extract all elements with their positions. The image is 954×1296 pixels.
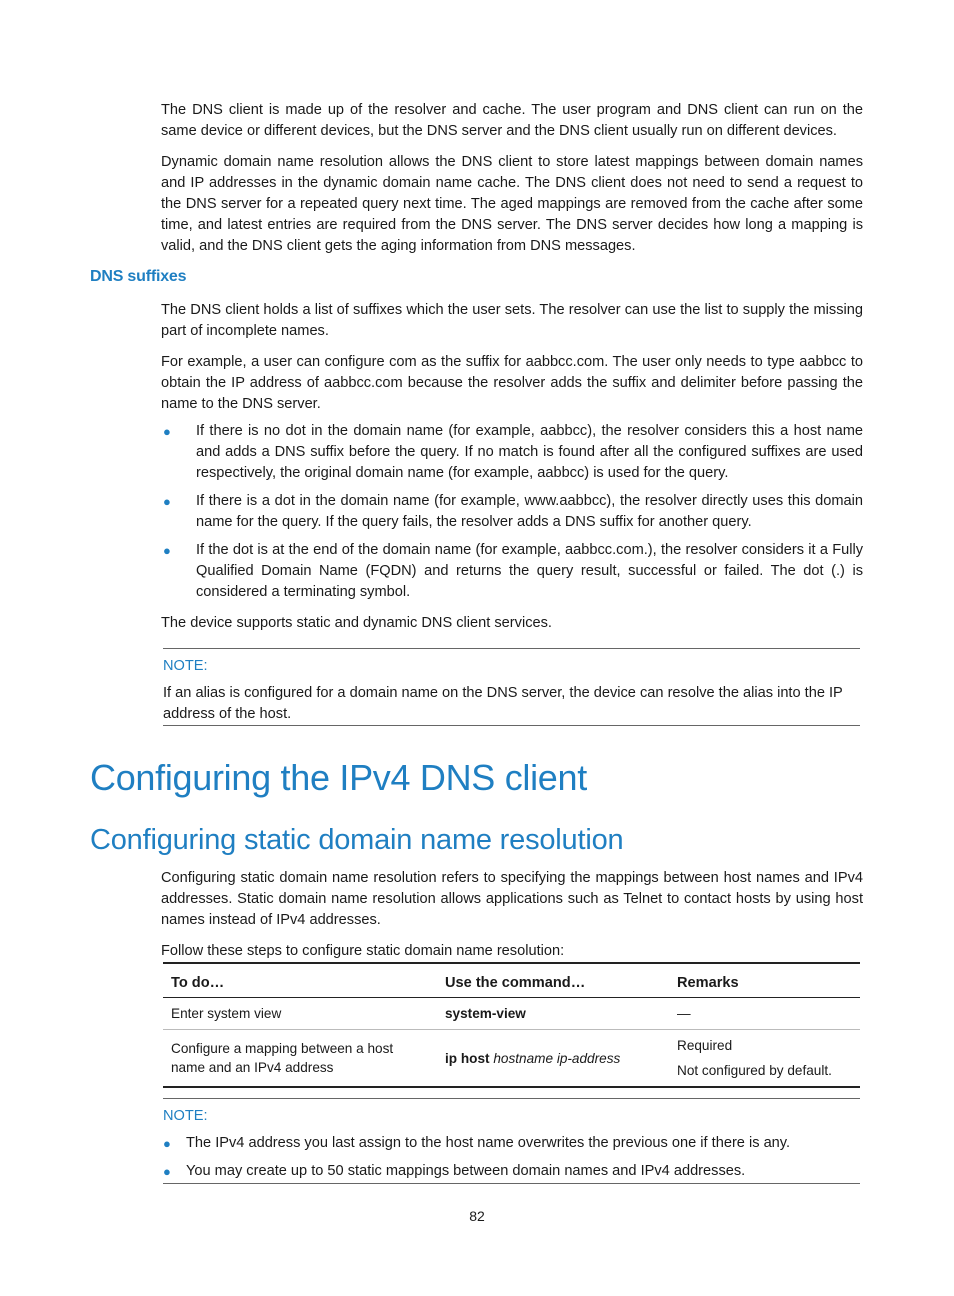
list-item-text: If there is no dot in the domain name (for example, aabbcc), the resolver considers this a host name and adds a DNS suffix before the query. If no match is found after all the configured suffixes are used respectively, the original domain name (for example, aabbcc) is used for the query. bbox=[196, 423, 863, 481]
list-item bbox=[163, 1133, 860, 1154]
intro-paragraph-2: Dynamic domain name resolution allows the DNS client to store latest mappings between domain names and IP addresses in the dynamic domain name cache. The DNS client does not need to send a request to the DNS server for a repeated query next time. The aged mappings are removed from the cache after some time, and latest entries are required from the DNS server. The DNS server decides how long a mapping is valid, and the DNS client gets the aging information from DNS messages. bbox=[161, 154, 863, 254]
note-box-alias bbox=[163, 648, 860, 726]
remarks-cell: — bbox=[669, 998, 860, 1030]
bullet-dot-icon: ● bbox=[163, 1164, 171, 1179]
intro-paragraph-1: The DNS client is made up of the resolver and cache. The user program and DNS client can run on the same device or different devices, but the DNS server and the DNS client usually run on different devices. bbox=[161, 102, 863, 139]
list-item-text: If the dot is at the end of the domain name (for example, aabbcc.com.), the resolver considers it a Fully Qualified Domain Name (FQDN) and returns the query result, successful or failed. The dot (.) is considered a terminating symbol. bbox=[196, 542, 863, 600]
note-label: NOTE: bbox=[163, 1108, 208, 1124]
command-cell bbox=[437, 1030, 669, 1088]
command-arguments: hostname ip-address bbox=[493, 1050, 621, 1066]
bullet-dot-icon: ● bbox=[163, 1136, 171, 1151]
static-paragraph-1: Configuring static domain name resolution refers to specifying the mappings between host names and IPv4 addresses. Static domain name resolution allows applications such as Telnet to contact hosts by using host names instead of IPv4 addresses. bbox=[161, 870, 863, 928]
column-header-todo: To do… bbox=[163, 963, 437, 998]
list-item-text: You may create up to 50 static mappings between domain names and IPv4 addresses. bbox=[186, 1163, 746, 1179]
list-item-text: If there is a dot in the domain name (for example, www.aabbcc), the resolver directly uses this domain name for the query. If the query fails, the resolver adds a DNS suffix for another query. bbox=[196, 493, 863, 530]
remarks-default: Not configured by default. bbox=[677, 1063, 832, 1078]
suffixes-paragraph-3: The device supports static and dynamic DNS client services. bbox=[161, 615, 552, 631]
table-row bbox=[163, 998, 860, 1030]
suffixes-paragraph-2: For example, a user can configure com as the suffix for aabbcc.com. The user only needs to type aabbcc to obtain the IP address of aabbcc.com because the resolver adds the suffix and delimiter before passing the name to the DNS server. bbox=[161, 354, 863, 412]
bullet-dot-icon: ● bbox=[163, 543, 171, 558]
chapter-title: Configuring the IPv4 DNS client bbox=[90, 757, 587, 798]
bullet-dot-icon: ● bbox=[163, 494, 171, 509]
suffixes-paragraph-1: The DNS client holds a list of suffixes which the user sets. The resolver can use the list to supply the missing part of incomplete names. bbox=[161, 302, 863, 339]
remarks-cell bbox=[669, 1030, 860, 1088]
dns-suffixes-heading: DNS suffixes bbox=[90, 268, 187, 285]
column-header-remarks: Remarks bbox=[669, 963, 860, 998]
list-item-text: The IPv4 address you last assign to the host name overwrites the previous one if there is any. bbox=[186, 1135, 791, 1151]
page-number: 82 bbox=[469, 1208, 485, 1224]
column-header-command: Use the command… bbox=[437, 963, 669, 998]
suffix-rules-list bbox=[161, 421, 863, 610]
todo-cell: Configure a mapping between a host name and an IPv4 address bbox=[171, 1041, 394, 1075]
table-header-row bbox=[163, 963, 860, 998]
note-label: NOTE: bbox=[163, 658, 208, 674]
list-item bbox=[161, 421, 863, 484]
section-title: Configuring static domain name resolution bbox=[90, 824, 624, 856]
static-paragraph-2: Follow these steps to configure static domain name resolution: bbox=[161, 943, 565, 959]
note-box-mappings bbox=[163, 1098, 860, 1184]
list-item bbox=[161, 540, 863, 603]
bullet-dot-icon: ● bbox=[163, 424, 171, 439]
list-item bbox=[163, 1161, 860, 1182]
note-text: If an alias is configured for a domain name on the DNS server, the device can resolve the alias into the IP address of the host. bbox=[163, 685, 843, 722]
command-keyword: ip host bbox=[445, 1050, 490, 1066]
command-cell: system-view bbox=[437, 998, 669, 1030]
configuration-steps-table bbox=[163, 962, 860, 1088]
remarks-required: Required bbox=[677, 1038, 733, 1053]
todo-cell: Enter system view bbox=[163, 998, 437, 1030]
table-row bbox=[163, 1030, 860, 1088]
note-list bbox=[163, 1133, 860, 1182]
list-item bbox=[161, 491, 863, 533]
